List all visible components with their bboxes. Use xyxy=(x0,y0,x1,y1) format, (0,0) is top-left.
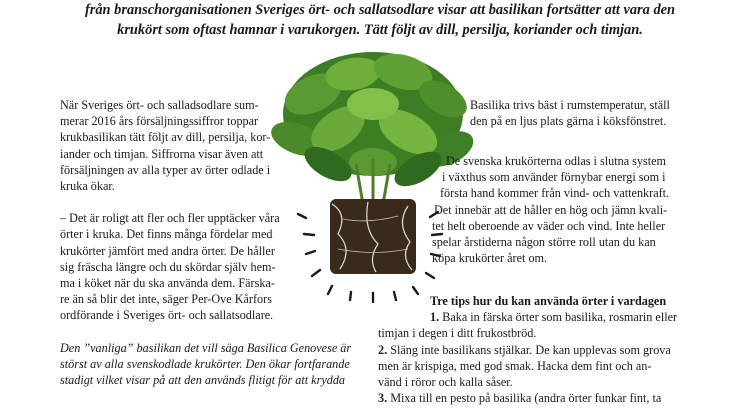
text-line: Det innebär att de håller en hög och jämn kvali- xyxy=(434,202,668,217)
tip-number: 2. xyxy=(378,342,388,357)
intro-line-2: krukört som oftast hamnar i varukorgen. Tätt följt av dill, persilja, koriander och timjan. xyxy=(117,22,643,38)
text-line: ma i köket när du ska använda dem. Färska- xyxy=(60,276,275,291)
left-paragraph-2 xyxy=(60,210,290,323)
text-line: När Sveriges ört- och salladsodlare sum- xyxy=(60,98,259,112)
tip-text: Mixa till en pesto på basilika (andra örter funkar fint, ta xyxy=(390,391,662,406)
text-line: första hand kommer från vind- och vattenkraft. xyxy=(440,186,670,201)
text-line: merar 2016 års försäljningssiffror toppar xyxy=(60,114,259,129)
text-line: kruka ökar. xyxy=(60,179,115,194)
text-line: De svenska krukörterna odlas i slutna system xyxy=(446,154,667,168)
text-line: iander och timjan. Siffrorna visar även att xyxy=(60,146,264,161)
text-line: den på en ljus plats gärna i köksfönstret. xyxy=(470,114,667,129)
tip-number: 1. xyxy=(430,310,440,325)
text-line: köpa krukörter året om. xyxy=(432,251,548,266)
tip-3-line-1 xyxy=(378,390,738,406)
tip-1-line-1 xyxy=(378,309,738,325)
text-line: re än så blir det inte, säger Per-Ove Kårfors xyxy=(60,292,272,307)
tip-text: Baka in färska örter som basilika, rosmarin eller xyxy=(442,310,678,325)
left-column xyxy=(60,97,352,388)
text-line: sig fräscha längre och du skördar själv hem- xyxy=(60,259,276,274)
tip-text: Släng inte basilikans stjälkar. De kan upplevas som grova xyxy=(390,342,671,357)
text-line: – Det är roligt att fler och fler upptäcker våra xyxy=(60,211,280,226)
tips-heading: Tre tips hur du kan använda örter i vardagen xyxy=(430,294,667,308)
text-line: krukörter jämfört med andra örter. De håller xyxy=(60,243,275,258)
text-line: spelar årstiderna någon större roll utan du kan xyxy=(432,235,656,250)
text-line: försäljningen av alla typer av örter odlade i xyxy=(60,162,271,177)
tips-section xyxy=(378,293,738,406)
tip-number: 3. xyxy=(378,391,388,406)
tip-2-line-3: vänd i röror och kalla såser. xyxy=(378,375,513,390)
text-line: örter i kruka. Det finns många fördelar med xyxy=(60,227,273,242)
text-line: störst av alla svenskodlade krukörter. Den ökar fortfarande xyxy=(60,356,350,371)
tip-2-line-1 xyxy=(378,342,738,358)
text-line: i växthus som använder förnybar energi som i xyxy=(442,170,666,185)
text-line: Den ”vanliga” basilikan det vill säga Basilica Genovese är xyxy=(60,340,352,355)
text-line: ordförande i Sveriges ört- och sallatsodlare. xyxy=(60,308,274,323)
left-paragraph-3 xyxy=(60,340,352,389)
left-paragraph-1 xyxy=(60,97,290,194)
text-line: Basilika trivs bäst i rumstemperatur, ställ xyxy=(470,98,670,112)
text-line: stadigt vilket visar på att den används flitigt för att krydda xyxy=(60,373,346,388)
tip-1-line-2: timjan i degen i ditt frukostbröd. xyxy=(378,326,537,341)
text-line: tet helt oberoende av väder och vind. Inte heller xyxy=(432,218,666,233)
intro-text xyxy=(60,0,700,40)
text-line: krukbasilikan tätt följt av dill, persilja, kor- xyxy=(60,130,271,145)
soil-block xyxy=(330,199,416,274)
right-paragraph-1 xyxy=(470,97,720,129)
right-paragraph-2 xyxy=(430,153,730,266)
intro-line-1: från branschorganisationen Sveriges ört- och sallatsodlare visar att basilikan fortsätter att vara den xyxy=(84,2,676,18)
tip-2-line-2: men är krispiga, med god smak. Hacka dem fint och an- xyxy=(378,358,652,373)
